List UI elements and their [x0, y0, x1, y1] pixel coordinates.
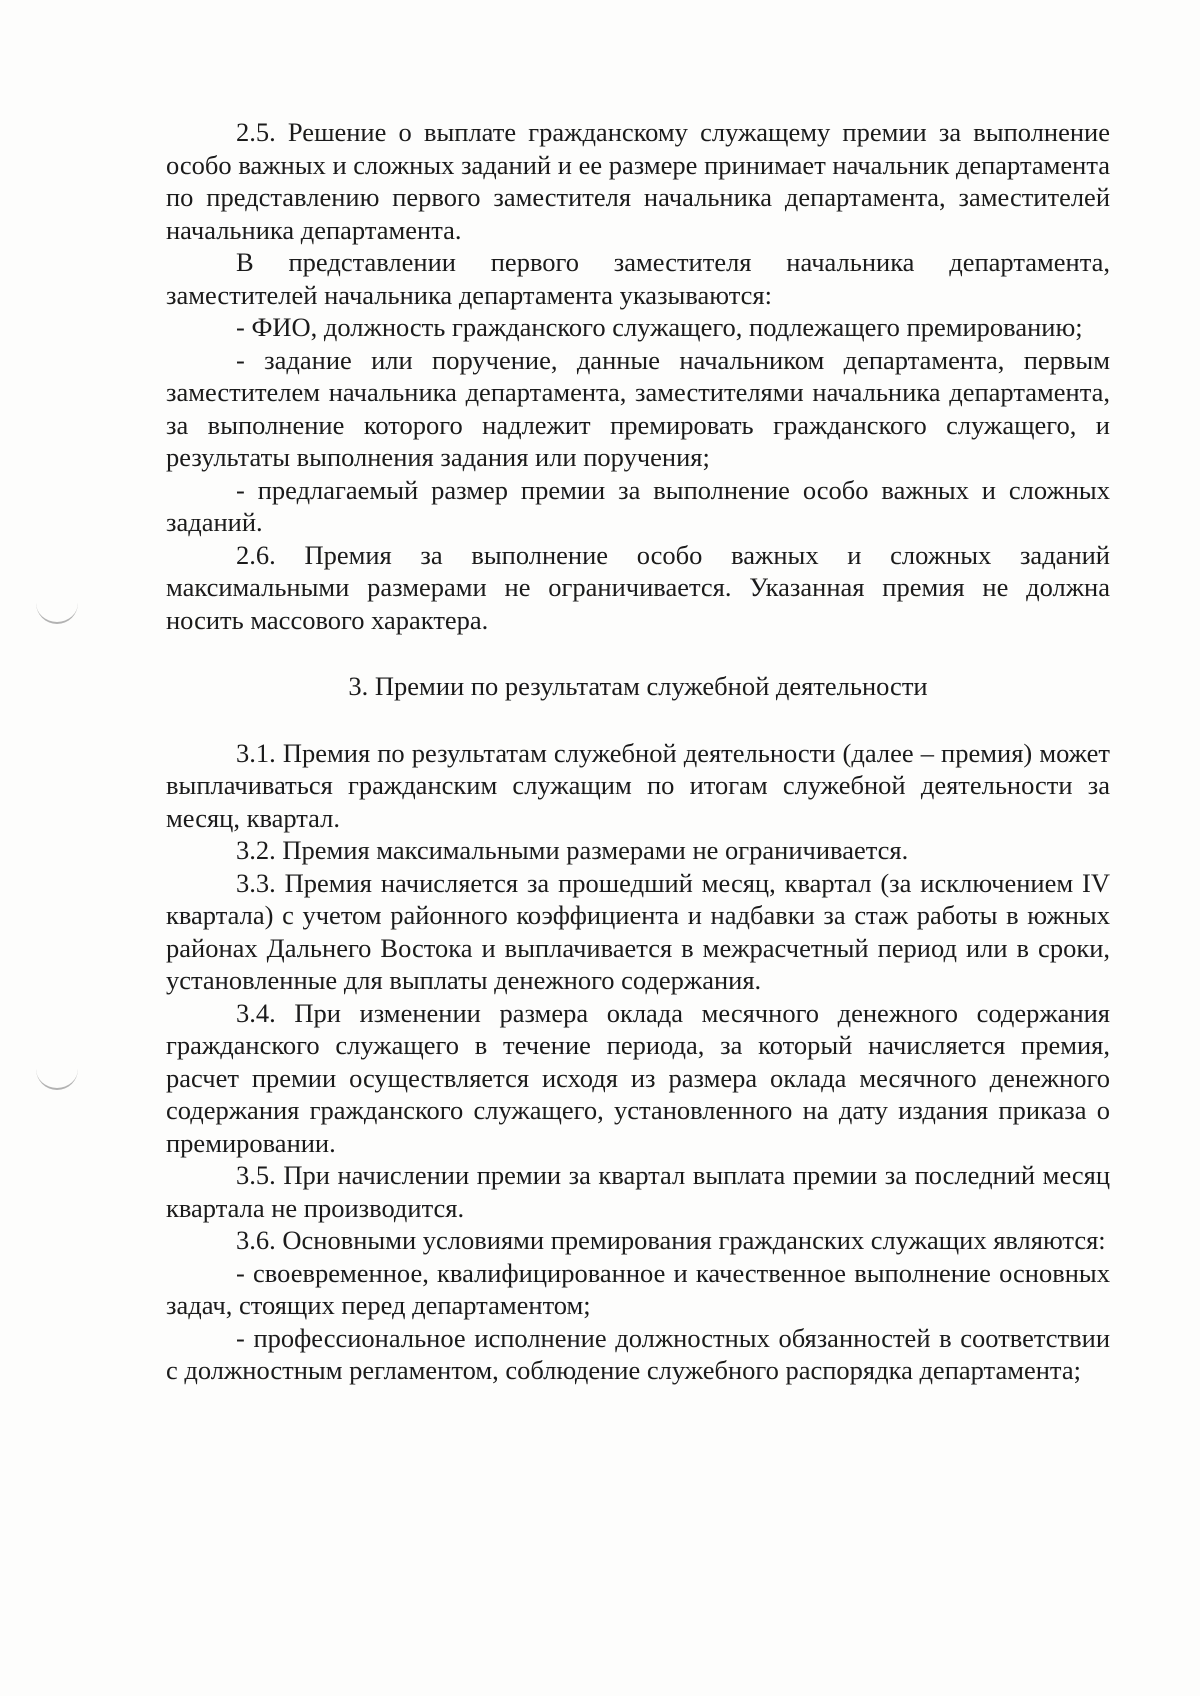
paragraph-2-6: 2.6. Премия за выполнение особо важных и сложных заданий максимальными размерами не ограничивается. Указанная премия не должна носить массового характера. [166, 539, 1110, 635]
paragraph-3-2: 3.2. Премия максимальными размерами не ограничивается. [236, 835, 909, 865]
paragraph-3-6: 3.6. Основными условиями премирования гражданских служащих являются: [236, 1225, 1106, 1255]
list-item-bonus-size: - предлагаемый размер премии за выполнение особо важных и сложных заданий. [166, 474, 1110, 537]
punch-hole-mark-bottom [36, 1066, 78, 1090]
list-item-fio: - ФИО, должность гражданского служащего, подлежащего премированию; [236, 312, 1083, 342]
paragraph-3-4: 3.4. При изменении размера оклада месячного денежного содержания гражданского служащего в течение периода, за который начисляется премия, расчет премии осуществляется исходя из размера оклада месячного денежного содержания гражданского служащего, установленного на дату издания приказа о премировании. [166, 997, 1110, 1158]
paragraph-2-5: 2.5. Решение о выплате гражданскому служащему премии за выполнение особо важных и сложных заданий и ее размере принимает начальник департамента по представлению первого заместителя начальника департамента, заместителей начальника департамента. [166, 117, 1110, 245]
paragraph-submission-intro: В представлении первого заместителя начальника департамента, заместителей начальника департамента указываются: [166, 247, 1110, 310]
punch-hole-mark-top [36, 600, 78, 624]
section-heading: 3. Премии по результатам служебной деятельности [348, 671, 928, 701]
list-item-timely-execution: - своевременное, квалифицированное и качественное выполнение основных задач, стоящих перед департаментом; [166, 1257, 1110, 1320]
paragraph-3-3: 3.3. Премия начисляется за прошедший месяц, квартал (за исключением IV квартала) с учетом районного коэффициента и надбавки за стаж работы в южных районах Дальнего Востока и выплачивается в межрасчетный период или в сроки, установленные для выплаты денежного содержания. [166, 867, 1110, 995]
list-item-professional-duties: - профессиональное исполнение должностных обязанностей в соответствии с должностным регламентом, соблюдение служебного распорядка департамента; [166, 1322, 1110, 1385]
paragraph-3-1: 3.1. Премия по результатам служебной деятельности (далее – премия) может выплачиваться гражданским служащим по итогам служебной деятельности за месяц, квартал. [166, 737, 1110, 833]
paragraph-3-5: 3.5. При начислении премии за квартал выплата премии за последний месяц квартала не производится. [166, 1160, 1110, 1223]
document-body [166, 116, 1110, 1387]
list-item-task: - задание или поручение, данные начальником департамента, первым заместителем начальника департамента, заместителями начальника департамента, за выполнение которого надлежит премировать гражданского служащего, и результаты выполнения задания или поручения; [166, 344, 1110, 472]
